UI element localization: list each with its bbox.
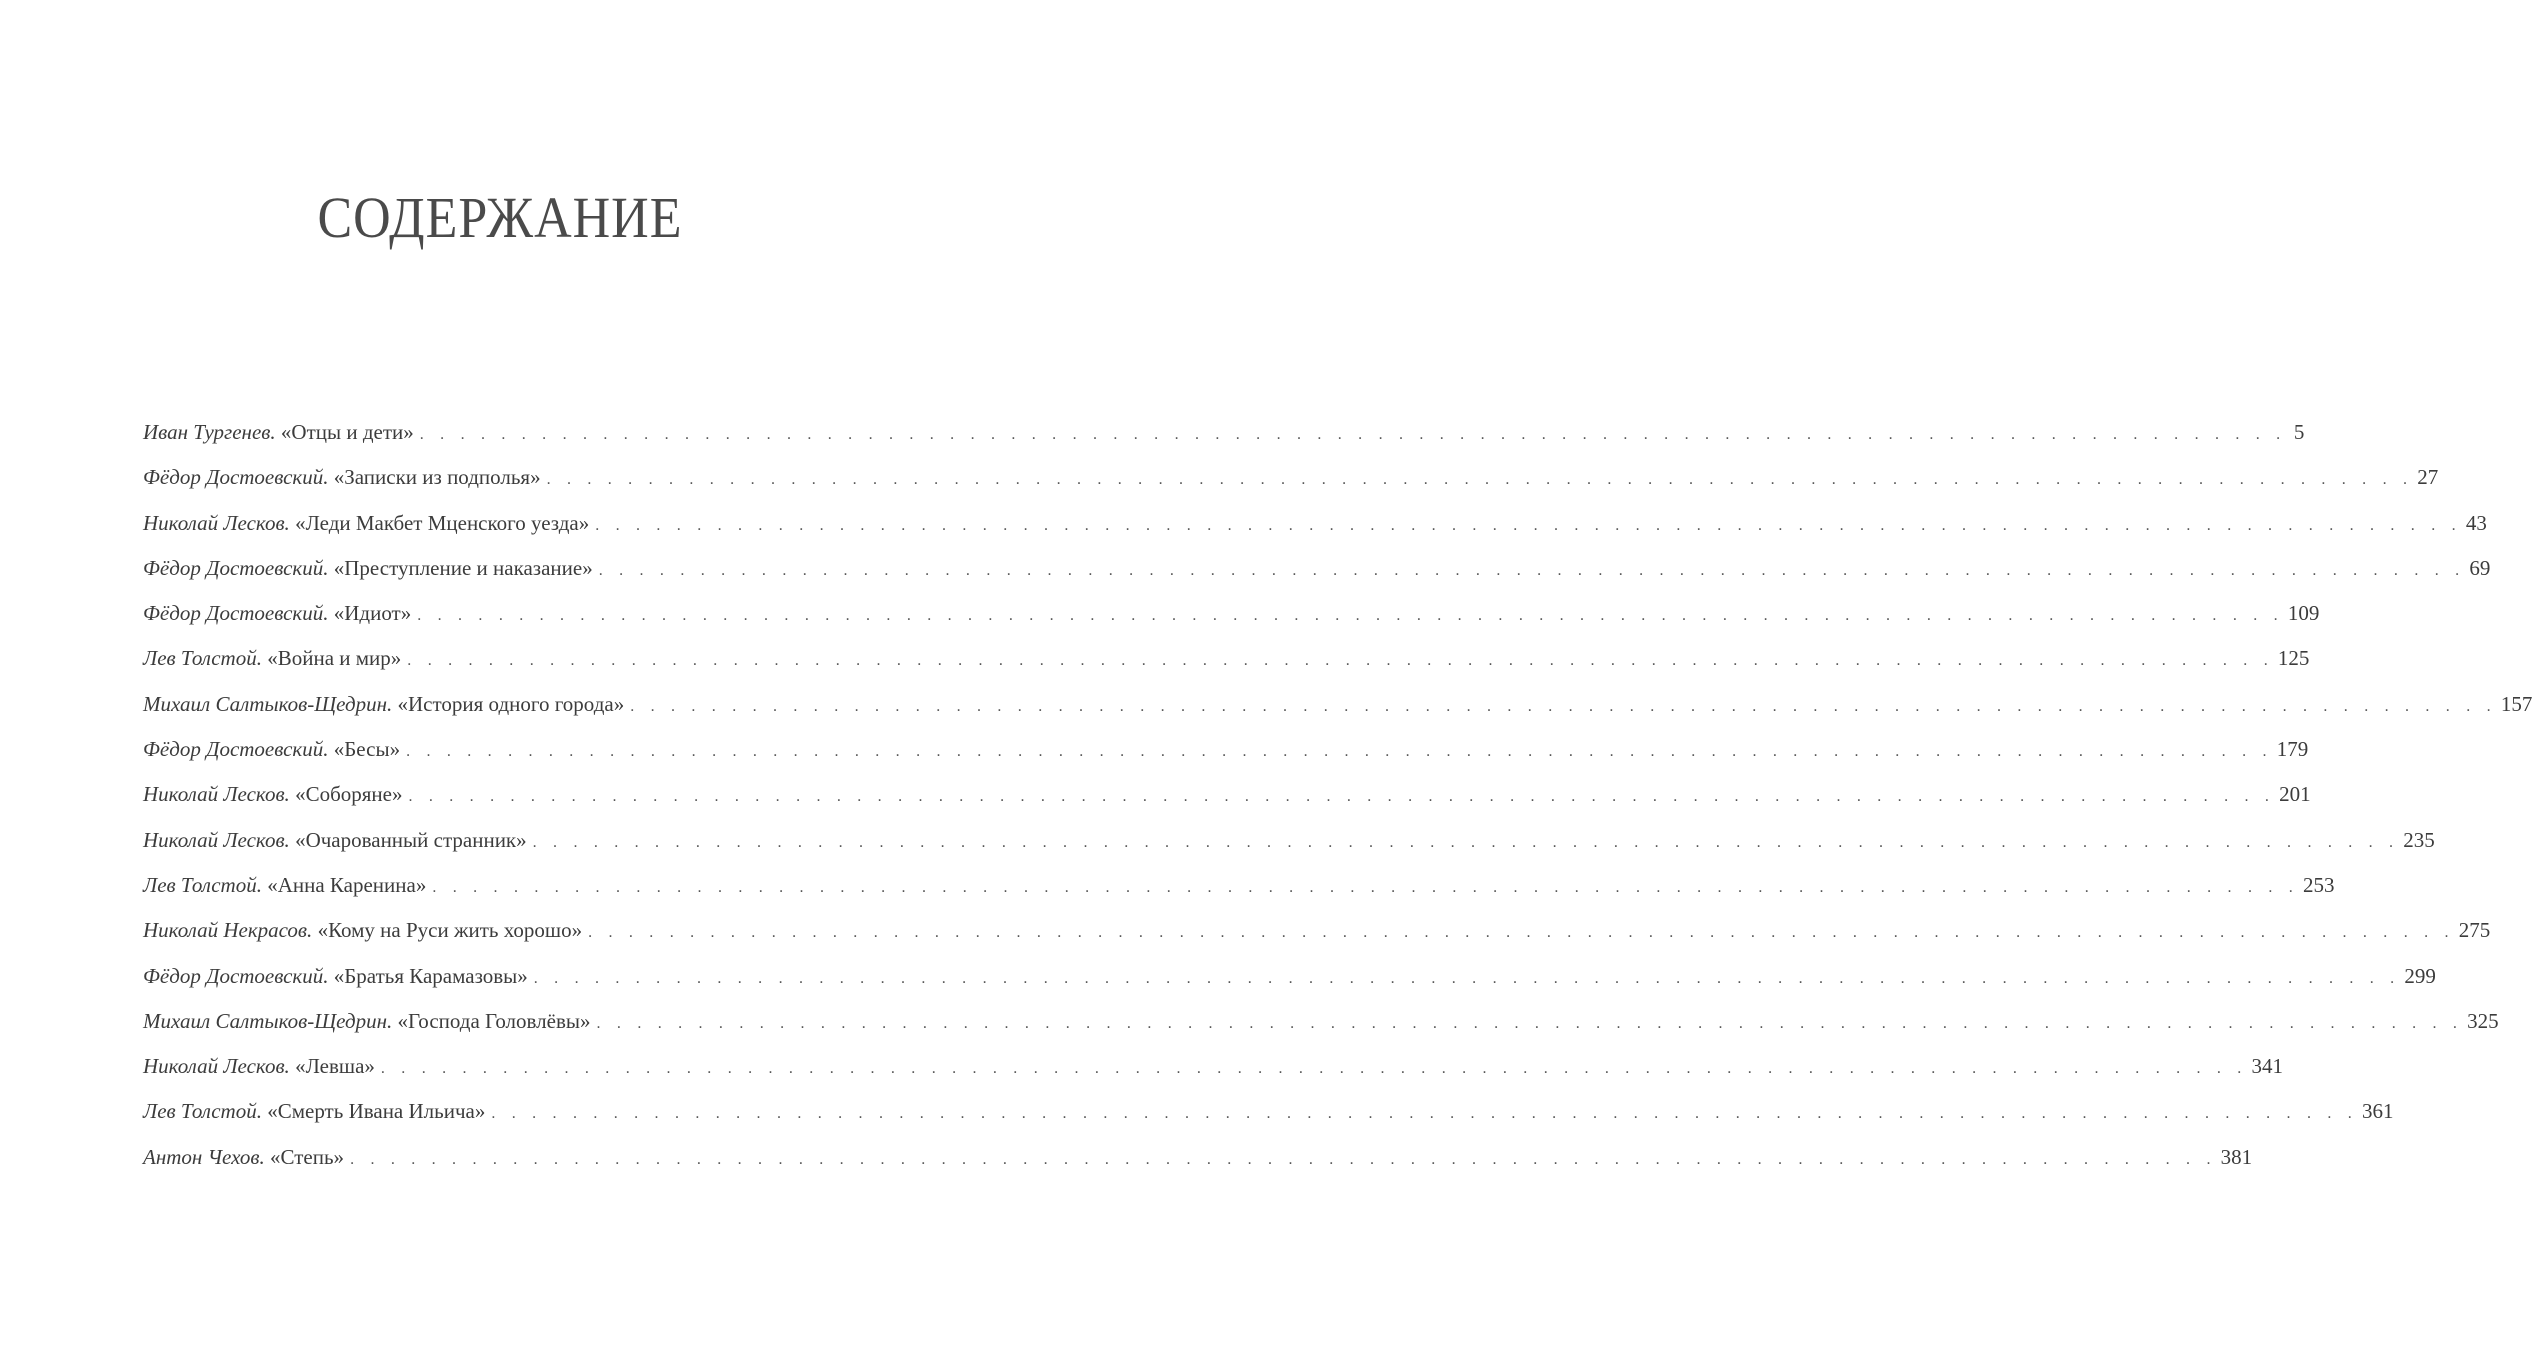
dot-leader: . . . . . . . . . . . . . . . . . . . . . . . . . . . . . . . . . . . . . . . . . . . . . . . . . . . . . . . . . . . . . . . . . . . . . . . . . . . . . . . . . . . . . . . . . . . . — [595, 516, 2462, 534]
toc-author: Лев Толстой. — [143, 646, 262, 671]
table-of-contents — [143, 418, 2532, 1188]
dot-leader: . . . . . . . . . . . . . . . . . . . . . . . . . . . . . . . . . . . . . . . . . . . . . . . . . . . . . . . . . . . . . . . . . . . . . . . . . . . . . . . . . . . . . . . . . . . . — [408, 788, 2276, 806]
dot-leader: . . . . . . . . . . . . . . . . . . . . . . . . . . . . . . . . . . . . . . . . . . . . . . . . . . . . . . . . . . . . . . . . . . . . . . . . . . . . . . . . . . . . . . . . . . . . — [533, 969, 2401, 987]
toc-entry[interactable] — [143, 509, 2487, 554]
toc-work-title: «Господа Головлёвы» — [397, 1008, 591, 1033]
toc-work-title: «Смерть Ивана Ильича» — [267, 1099, 486, 1124]
dot-leader: . . . . . . . . . . . . . . . . . . . . . . . . . . . . . . . . . . . . . . . . . . . . . . . . . . . . . . . . . . . . . . . . . . . . . . . . . . . . . . . . . . . . . . . . . . . . — [406, 743, 2273, 761]
toc-work-title: «Кому на Руси жить хорошо» — [317, 918, 583, 943]
toc-page-number: 361 — [2361, 1099, 2394, 1124]
toc-author: Лев Толстой. — [143, 872, 262, 897]
toc-author: Николай Лесков. — [143, 827, 290, 852]
toc-entry[interactable] — [143, 735, 2309, 780]
toc-page-number: 125 — [2277, 646, 2310, 671]
toc-author: Михаил Салтыков-Щедрин. — [143, 691, 393, 716]
toc-entry[interactable] — [143, 1097, 2394, 1142]
toc-work-title: «Степь» — [270, 1144, 345, 1169]
toc-author: Лев Толстой. — [143, 1099, 262, 1124]
toc-page-number: 299 — [2404, 963, 2436, 988]
toc-page-number: 27 — [2417, 465, 2439, 490]
toc-work-title: «Записки из подполья» — [333, 465, 541, 490]
toc-entry[interactable] — [143, 599, 2320, 644]
toc-entry[interactable] — [143, 1143, 2253, 1188]
toc-author: Николай Некрасов. — [143, 918, 313, 943]
toc-entry[interactable] — [143, 418, 2305, 463]
toc-page-number: 157 — [2500, 691, 2532, 716]
toc-work-title: «Война и мир» — [267, 646, 402, 671]
dot-leader: . . . . . . . . . . . . . . . . . . . . . . . . . . . . . . . . . . . . . . . . . . . . . . . . . . . . . . . . . . . . . . . . . . . . . . . . . . . . . . . . . . . . . . . . . . . . — [546, 471, 2414, 489]
dot-leader: . . . . . . . . . . . . . . . . . . . . . . . . . . . . . . . . . . . . . . . . . . . . . . . . . . . . . . . . . . . . . . . . . . . . . . . . . . . . . . . . . . . . . . . . . . . . — [419, 426, 2287, 443]
toc-work-title: «Отцы и дети» — [280, 420, 414, 444]
dot-leader: . . . . . . . . . . . . . . . . . . . . . . . . . . . . . . . . . . . . . . . . . . . . . . . . . . . . . . . . . . . . . . . . . . . . . . . . . . . . . . . . . . . . . . . . . . . . — [407, 652, 2274, 670]
toc-page-number: 275 — [2458, 918, 2491, 943]
toc-work-title: «Анна Каренина» — [267, 872, 427, 897]
toc-author: Фёдор Достоевский. — [143, 601, 329, 626]
page-title: СОДЕРЖАНИЕ — [317, 186, 683, 251]
toc-entry[interactable] — [143, 690, 2532, 735]
dot-leader: . . . . . . . . . . . . . . . . . . . . . . . . . . . . . . . . . . . . . . . . . . . . . . . . . . . . . . . . . . . . . . . . . . . . . . . . . . . . . . . . . . . . . . . . . . . . — [417, 607, 2284, 625]
toc-author: Николай Лесков. — [143, 782, 290, 807]
toc-entry[interactable] — [143, 644, 2310, 689]
toc-work-title: «Соборяне» — [295, 782, 403, 807]
toc-page-number: 381 — [2220, 1144, 2253, 1169]
toc-author: Николай Лесков. — [143, 1054, 290, 1079]
toc-work-title: «История одного города» — [397, 691, 625, 716]
toc-page-number: 325 — [2467, 1008, 2499, 1033]
toc-entry[interactable] — [143, 962, 2436, 1007]
toc-entry[interactable] — [143, 1007, 2499, 1052]
toc-entry[interactable] — [143, 1052, 2283, 1097]
toc-entry[interactable] — [143, 780, 2311, 825]
toc-work-title: «Идиот» — [333, 601, 412, 626]
toc-work-title: «Преступление и наказание» — [333, 555, 593, 580]
toc-work-title: «Леди Макбет Мценского уезда» — [295, 510, 590, 535]
toc-page-number: 109 — [2287, 601, 2320, 626]
dot-leader: . . . . . . . . . . . . . . . . . . . . . . . . . . . . . . . . . . . . . . . . . . . . . . . . . . . . . . . . . . . . . . . . . . . . . . . . . . . . . . . . . . . . . . . . . . . . — [532, 833, 2400, 851]
toc-author: Фёдор Достоевский. — [143, 465, 329, 490]
toc-page-number: 341 — [2251, 1054, 2283, 1079]
dot-leader: . . . . . . . . . . . . . . . . . . . . . . . . . . . . . . . . . . . . . . . . . . . . . . . . . . . . . . . . . . . . . . . . . . . . . . . . . . . . . . . . . . . . . . . . . . . . — [598, 561, 2466, 579]
toc-author: Михаил Салтыков-Щедрин. — [143, 1008, 393, 1033]
toc-work-title: «Бесы» — [333, 737, 401, 762]
toc-page-number: 69 — [2469, 555, 2491, 580]
toc-author: Иван Тургенев. — [143, 420, 276, 444]
toc-page-number: 235 — [2403, 827, 2435, 852]
toc-author: Фёдор Достоевский. — [143, 963, 329, 988]
toc-author: Фёдор Достоевский. — [143, 737, 329, 762]
toc-author: Антон Чехов. — [143, 1144, 265, 1169]
toc-author: Николай Лесков. — [143, 510, 290, 535]
toc-entry[interactable] — [143, 871, 2335, 916]
dot-leader: . . . . . . . . . . . . . . . . . . . . . . . . . . . . . . . . . . . . . . . . . . . . . . . . . . . . . . . . . . . . . . . . . . . . . . . . . . . . . . . . . . . . . . . . . . . . — [380, 1060, 2248, 1078]
dot-leader: . . . . . . . . . . . . . . . . . . . . . . . . . . . . . . . . . . . . . . . . . . . . . . . . . . . . . . . . . . . . . . . . . . . . . . . . . . . . . . . . . . . . . . . . . . . . — [350, 1150, 2217, 1168]
toc-entry[interactable] — [143, 554, 2491, 599]
toc-work-title: «Братья Карамазовы» — [333, 963, 528, 988]
toc-work-title: «Очарованный странник» — [295, 827, 527, 852]
toc-entry[interactable] — [143, 916, 2491, 961]
toc-author: Фёдор Достоевский. — [143, 555, 329, 580]
toc-page-number: 253 — [2302, 872, 2335, 897]
toc-page-number: 179 — [2276, 737, 2309, 762]
dot-leader: . . . . . . . . . . . . . . . . . . . . . . . . . . . . . . . . . . . . . . . . . . . . . . . . . . . . . . . . . . . . . . . . . . . . . . . . . . . . . . . . . . . . . . . . . . . . — [432, 878, 2299, 896]
dot-leader: . . . . . . . . . . . . . . . . . . . . . . . . . . . . . . . . . . . . . . . . . . . . . . . . . . . . . . . . . . . . . . . . . . . . . . . . . . . . . . . . . . . . . . . . . . . . — [596, 1014, 2464, 1032]
toc-work-title: «Левша» — [295, 1054, 375, 1079]
toc-page-number: 201 — [2279, 782, 2311, 807]
dot-leader: . . . . . . . . . . . . . . . . . . . . . . . . . . . . . . . . . . . . . . . . . . . . . . . . . . . . . . . . . . . . . . . . . . . . . . . . . . . . . . . . . . . . . . . . . . . . — [491, 1105, 2358, 1123]
toc-page-number: 43 — [2465, 510, 2487, 535]
dot-leader: . . . . . . . . . . . . . . . . . . . . . . . . . . . . . . . . . . . . . . . . . . . . . . . . . . . . . . . . . . . . . . . . . . . . . . . . . . . . . . . . . . . . . . . . . . . . — [630, 697, 2497, 715]
toc-entry[interactable] — [143, 463, 2439, 508]
toc-page-number: 5 — [2293, 420, 2305, 444]
dot-leader: . . . . . . . . . . . . . . . . . . . . . . . . . . . . . . . . . . . . . . . . . . . . . . . . . . . . . . . . . . . . . . . . . . . . . . . . . . . . . . . . . . . . . . . . . . . . — [588, 924, 2455, 942]
toc-entry[interactable] — [143, 826, 2435, 871]
